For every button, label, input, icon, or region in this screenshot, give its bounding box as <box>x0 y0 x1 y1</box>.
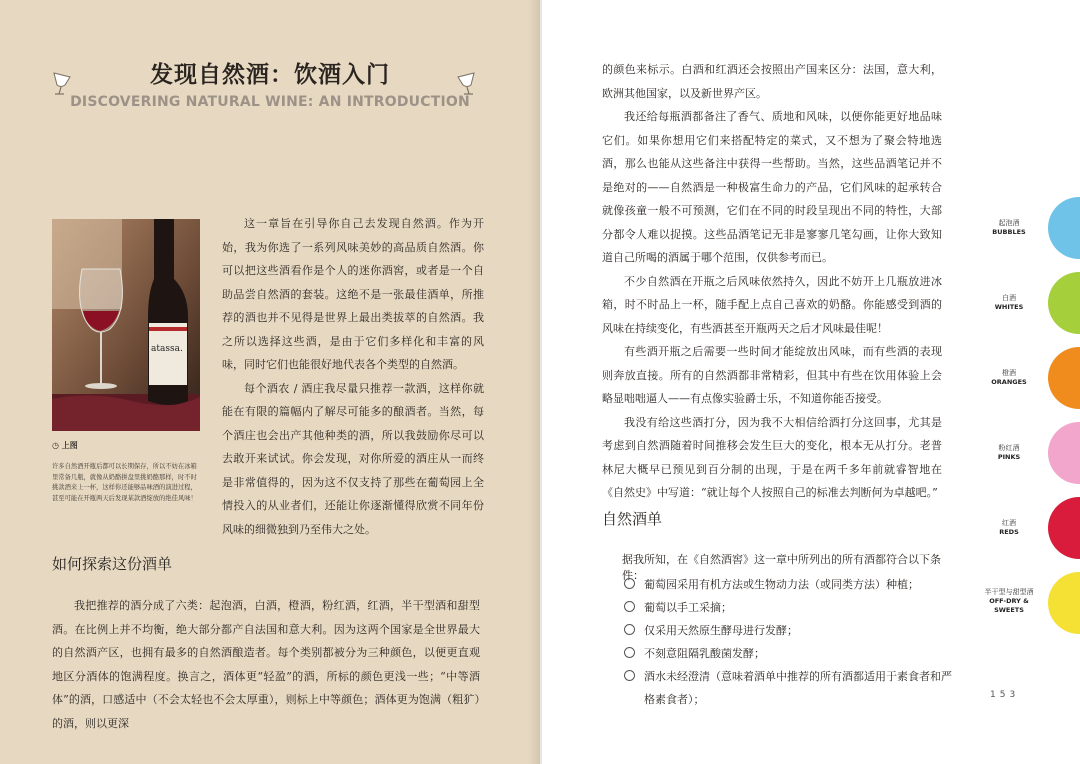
section-text <box>52 594 480 735</box>
body-paragraph: 我还给每瓶酒都备注了香气、质地和风味，以便你能更好地品味它们。如果你想用它们来搭配特定的菜式，又不想为了聚会特地选酒，那么也能从这些备注中获得一些帮助。当然，这些品酒笔记并不是绝对的——自然酒是一种极富生命力的产品，它们风味的起承转合就像孩童一般不可预测，它们在不同的时段呈现出不同的特性，大部分都令人难以捉摸。这些品酒笔记无非是寥寥几笔勾画，让你大致知道自己所喝的酒属于哪个范围，仅供参考而已。 <box>602 110 942 264</box>
list-item: 酒水未经澄清（意味着酒单中推荐的所有酒都适用于素食者和严格素食者）； <box>622 665 952 711</box>
list-item: 葡萄以手工采摘； <box>622 596 952 619</box>
tab-label-oranges: 橙酒 ORANGES <box>991 369 1027 386</box>
page-number: 153 <box>990 690 1020 700</box>
clock-icon: ◷ <box>52 441 59 450</box>
circle-bullet-icon <box>624 647 635 658</box>
tab-label-pinks: 粉红酒 PINKS <box>997 444 1021 461</box>
tab-label-reds: 红酒 REDS <box>999 519 1019 536</box>
wine-list-heading: 自然酒单 <box>602 510 663 528</box>
circle-bullet-icon <box>624 670 635 681</box>
body-paragraph: 有些酒开瓶之后需要一些时间才能绽放出风味，而有些酒的表现则奔放直接。所有的自然酒都非常精彩，但其中有些在饮用体验上会略显咄咄逼人——有点像实验爵士乐，不知道你能否接受。 <box>602 345 942 405</box>
section-heading: 如何探索这份酒单 <box>52 555 173 573</box>
intro-text <box>222 212 484 541</box>
svg-text:atassa.: atassa. <box>151 344 183 354</box>
right-body-text <box>602 58 942 505</box>
page-title: 发现自然酒：饮酒入门 <box>150 62 390 88</box>
list-item: 仅采用天然原生酵母进行发酵； <box>622 619 952 642</box>
wine-photo <box>52 219 200 431</box>
list-intro: 据我所知，在《自然酒窖》这一章中所列出的所有酒都符合以下条件： <box>622 553 941 582</box>
body-paragraph: 不少自然酒在开瓶之后风味依然持久，因此不妨开上几瓶放进冰箱，时不时品上一杯，随手配上点自己喜欢的奶酪。你能感受到酒的风味在持续变化，有些酒甚至开瓶两天之后才风味最佳呢！ <box>602 274 942 335</box>
body-paragraph: 的颜色来标示。白酒和红酒还会按照出产国来区分：法国，意大利，欧洲其他国家，以及新世界产区。 <box>602 63 942 100</box>
intro-paragraph: 这一章旨在引导你自己去发现自然酒。作为开始，我为你选了一系列风味美妙的高品质自然酒。你可以把这些酒看作是个人的迷你酒窖，或者是一个自助品尝自然酒的套装。这绝不是一张最佳酒单，所推荐的酒也并不见得是世界上最出类拔萃的自然酒。我之所以选择这些酒，是由于它们多样化和丰富的风味，同时它们也能很好地代表各个类型的自然酒。 <box>222 217 484 371</box>
tab-label-sweets: 半干型与甜型酒 OFF-DRY & SWEETS <box>984 588 1034 614</box>
criteria-list <box>622 573 952 711</box>
page-subtitle: DISCOVERING NATURAL WINE: AN INTRODUCTION <box>70 94 470 110</box>
tab-label-whites: 白酒 WHITES <box>994 294 1024 311</box>
photo-caption: 许多自然酒开瓶后都可以长期保存，所以不妨在冰箱里常备几瓶，就像从奶酪拼盘里挑奶酪那样，时不时挑款酒来上一杯，这样你还能够品味酒的演进过程，甚至可能在开瓶两天后发现某款酒绽放的绝佳风味！ <box>52 463 197 502</box>
circle-bullet-icon <box>624 578 635 589</box>
list-item: 葡萄园采用有机方法或生物动力法（或同类方法）种植； <box>622 573 952 596</box>
book-gutter <box>528 0 542 764</box>
section-paragraph: 我把推荐的酒分成了六类：起泡酒，白酒，橙酒，粉红酒，红酒，半干型酒和甜型酒。在比例上并不均衡，绝大部分都产自法国和意大利。因为这两个国家是全世界最大的自然酒产区，也拥有最多的自然酒酿造者。每个类别都被分为三种颜色，以便更直观地区分酒体的饱满程度。换言之，酒体更“轻盈”的酒，所标的颜色更浅一些；“中等酒体”的酒，口感适中（不会太轻也不会太厚重），则标上中等颜色；酒体更为饱满（粗犷）的酒，则以更深 <box>52 599 480 730</box>
intro-paragraph: 每个酒农 / 酒庄我尽量只推荐一款酒，这样你就能在有限的篇幅内了解尽可能多的酿酒者。当然，每个酒庄也会出产其他种类的酒，所以我鼓励你尽可以去敢开来试试。你会发现，对你所爱的酒庄从一而终是非常值得的，因为这不仅支持了那些在葡萄园上全情投入的从业者们，还能让你逐渐懂得欣赏不同年份风味的细微独到乃至伟大之处。 <box>222 381 484 536</box>
circle-bullet-icon <box>624 624 635 635</box>
body-paragraph: 我没有给这些酒打分，因为我不大相信给酒打分这回事，尤其是考虑到自然酒随着时间推移会发生巨大的变化，根本无从打分。老普林尼大概早已预见到百分制的出现，于是在两千多年前就睿智地在《自然史》中写道：“就让每个人按照自己的标准去判断何为卓越吧。” <box>602 415 942 499</box>
list-item: 不刻意阻隔乳酸菌发酵； <box>622 642 952 665</box>
circle-bullet-icon <box>624 601 635 612</box>
tab-label-bubbles: 起泡酒 BUBBLES <box>992 219 1026 236</box>
caption-title: ◷ 上图 <box>52 441 78 450</box>
